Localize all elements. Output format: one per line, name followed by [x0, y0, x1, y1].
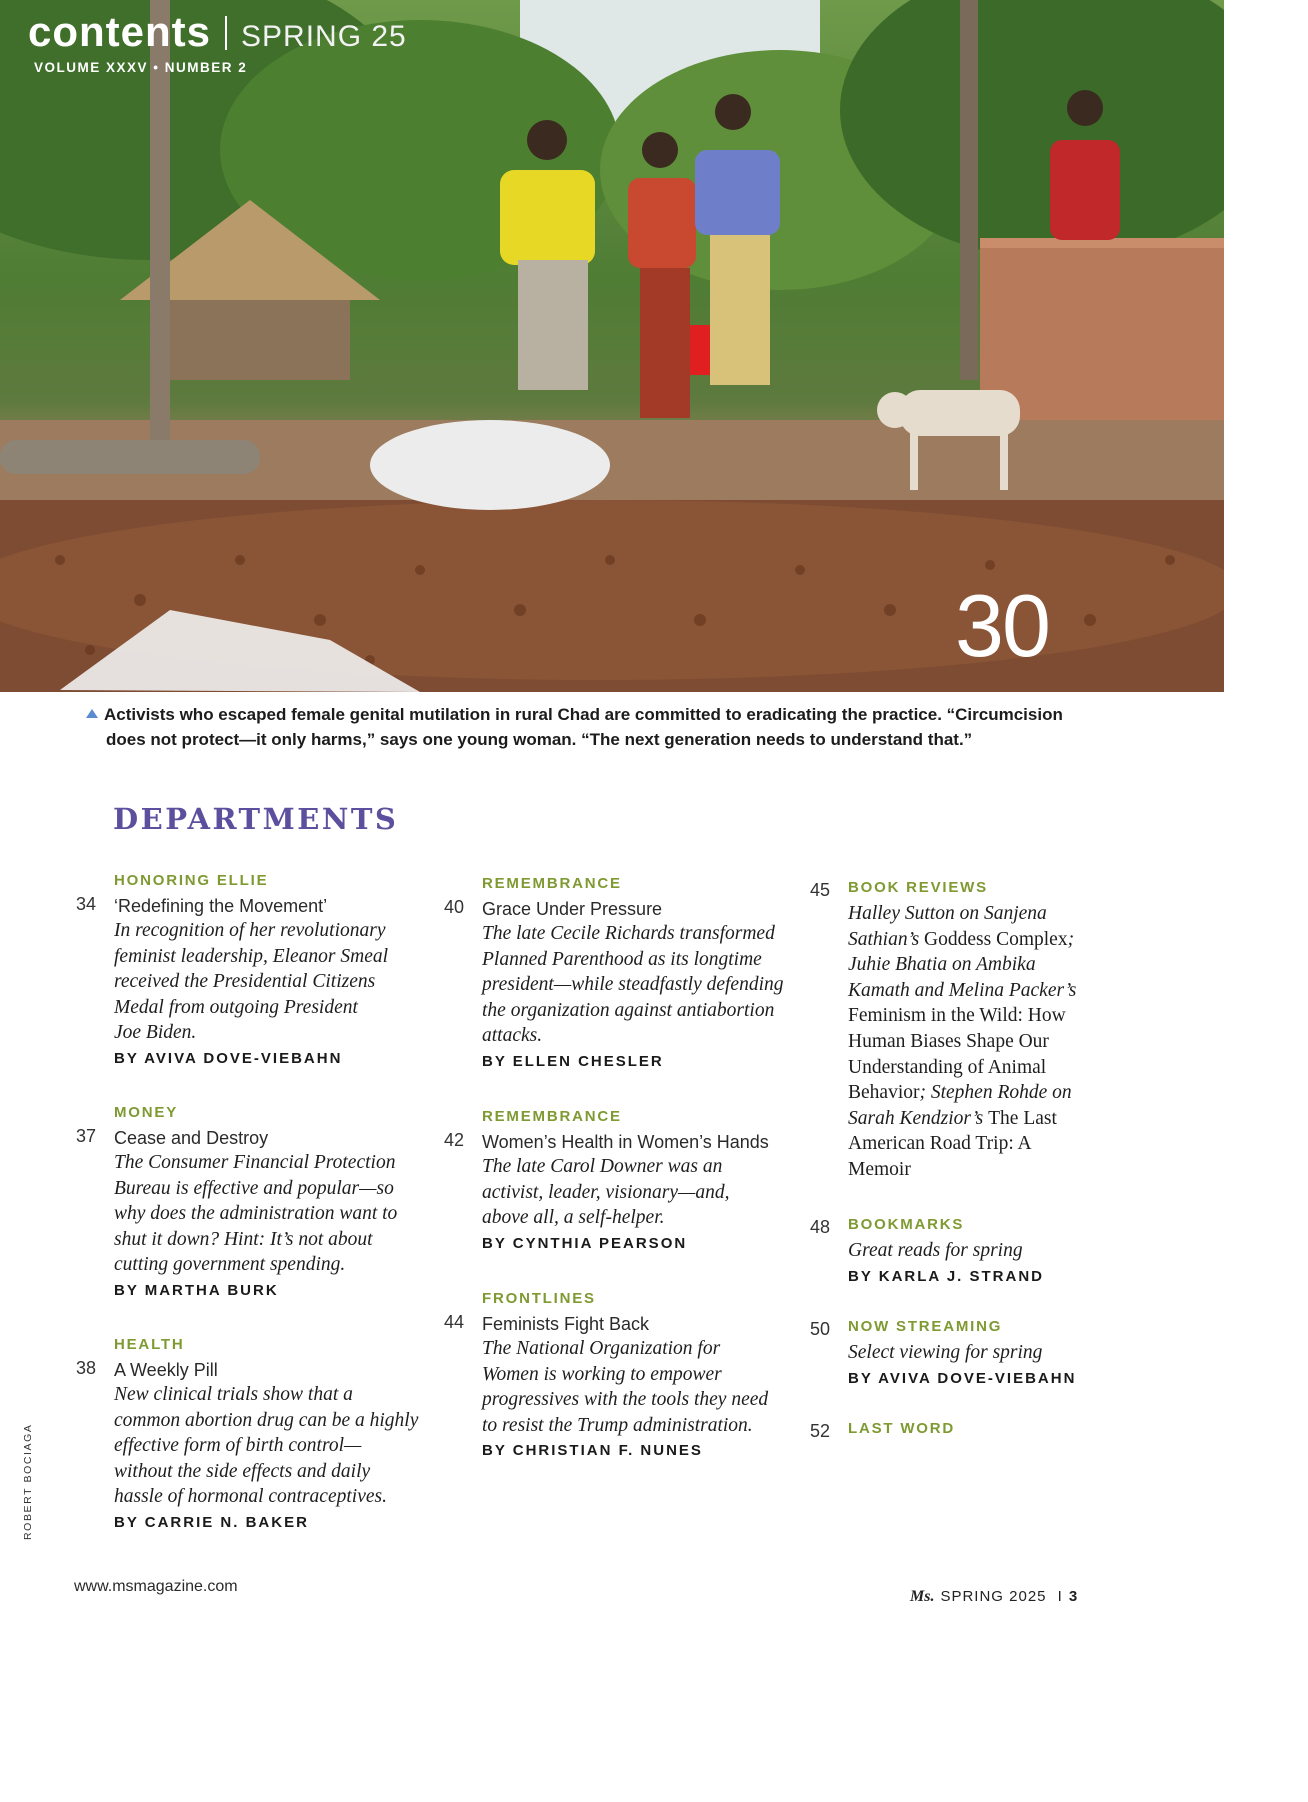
review-line: Feminism in the Wild: How	[848, 1005, 1066, 1027]
toc-entry-last-word[interactable]	[810, 1420, 1130, 1442]
photo-page-reference[interactable]: 30	[955, 576, 1049, 675]
page-number: 34	[76, 894, 97, 914]
byline: BY CYNTHIA PEARSON	[482, 1234, 688, 1252]
caption-triangle-icon	[86, 709, 98, 718]
toc-entry-book-reviews[interactable]	[810, 879, 1110, 1183]
category-label: REMEMBRANCE	[482, 1108, 622, 1125]
article-title: Feminists Fight Back	[482, 1314, 650, 1334]
byline: BY ELLEN CHESLER	[482, 1052, 664, 1070]
toc-entry-bookmarks[interactable]	[810, 1216, 1130, 1285]
book-review-list	[848, 901, 1110, 1183]
category-label: REMEMBRANCE	[482, 875, 622, 892]
page-number: 48	[810, 1217, 831, 1237]
website-link[interactable]: www.msmagazine.com	[74, 1578, 238, 1595]
page-number: 45	[810, 880, 831, 900]
article-description: The National Organization for Women is working to empower progressives with the tools they need to resist the Trump administration.	[482, 1338, 769, 1436]
article-title: ‘Redefining the Movement’	[114, 896, 328, 916]
category-label: HONORING ELLIE	[114, 872, 269, 889]
issue-label: SPRING 2025	[940, 1588, 1047, 1605]
review-line: Behavior; Stephen Rohde on	[848, 1082, 1072, 1104]
byline: BY AVIVA DOVE-VIEBAHN	[848, 1369, 1077, 1387]
article-title: A Weekly Pill	[114, 1360, 218, 1380]
photo-credit: ROBERT BOCIAGA	[22, 1423, 34, 1540]
byline: BY CHRISTIAN F. NUNES	[482, 1442, 703, 1460]
category-label: NOW STREAMING	[848, 1318, 1003, 1335]
folio	[910, 1588, 1078, 1606]
page-number: 52	[810, 1421, 831, 1441]
page-number: 44	[444, 1312, 465, 1332]
toc-entry-grace-under-pressure[interactable]	[444, 875, 804, 1070]
contents-title: contents	[28, 8, 212, 55]
toc-entry-health[interactable]	[76, 1336, 446, 1531]
header-divider	[225, 16, 227, 50]
article-description: The Consumer Financial Protection Bureau is effective and popular—so why does the administration want to shut it down? Hint: It’s not about cutting government spending.	[114, 1152, 398, 1276]
page-number: 40	[444, 897, 465, 917]
category-label: LAST WORD	[848, 1420, 956, 1437]
folio-separator: I	[1057, 1588, 1063, 1605]
article-description: In recognition of her revolutionary feminist leadership, Eleanor Smeal received the Presidential Citizens Medal from outgoing President Joe Biden.	[114, 920, 389, 1044]
toc-entry-frontlines[interactable]	[444, 1290, 804, 1459]
review-line: Human Biases Shape Our	[848, 1030, 1049, 1052]
review-line: Juhie Bhatia on Ambika	[848, 954, 1036, 976]
byline: BY KARLA J. STRAND	[848, 1267, 1045, 1285]
toc-entry-money[interactable]	[76, 1104, 436, 1299]
page-number: 50	[810, 1319, 831, 1339]
category-label: FRONTLINES	[482, 1290, 596, 1307]
page-number: 37	[76, 1126, 97, 1146]
article-description: Great reads for spring	[848, 1240, 1023, 1261]
volume-number: VOLUME XXXV • NUMBER 2	[34, 60, 248, 75]
issue-season: SPRING 25	[241, 20, 407, 53]
review-line: Understanding of Animal	[848, 1056, 1047, 1078]
review-line: Halley Sutton on Sanjena	[848, 903, 1047, 924]
caption-line-2: does not protect—it only harms,” says one young woman. “The next generation needs to understand that.”	[106, 730, 973, 749]
article-title: Cease and Destroy	[114, 1128, 269, 1148]
category-label: HEALTH	[114, 1336, 185, 1353]
review-line: American Road Trip: A	[848, 1133, 1032, 1155]
departments-heading: DEPARTMENTS	[113, 802, 399, 836]
review-line: Kamath and Melina Packer’s	[848, 979, 1077, 1001]
review-line: Memoir	[848, 1158, 911, 1180]
article-description: The late Carol Downer was an activist, leader, visionary—and, above all, a self-helper.	[482, 1156, 730, 1229]
review-line: Sarah Kendzior’s The Last	[848, 1107, 1057, 1129]
category-label: MONEY	[114, 1104, 179, 1121]
article-title: Grace Under Pressure	[482, 899, 663, 919]
byline: BY AVIVA DOVE-VIEBAHN	[114, 1049, 343, 1067]
byline: BY CARRIE N. BAKER	[114, 1513, 309, 1531]
photo-caption	[86, 702, 1096, 752]
ms-logo: Ms.	[910, 1588, 935, 1605]
toc-entry-womens-health[interactable]	[444, 1108, 804, 1252]
contents-header	[28, 8, 407, 56]
article-description: The late Cecile Richards transformed Planned Parenthood as its longtime president—while steadfastly defending the organization against antiabortion attacks.	[482, 923, 784, 1047]
byline: BY MARTHA BURK	[114, 1281, 279, 1299]
page-number: 38	[76, 1358, 97, 1378]
category-label: BOOK REVIEWS	[848, 879, 988, 896]
page-number: 42	[444, 1130, 465, 1150]
toc-entry-now-streaming[interactable]	[810, 1318, 1130, 1387]
caption-line-1: Activists who escaped female genital mutilation in rural Chad are committed to eradicating the practice. “Circumcision	[104, 705, 1063, 724]
article-description: Select viewing for spring	[848, 1342, 1043, 1363]
review-line: Sathian’s Goddess Complex;	[848, 928, 1075, 950]
article-description: New clinical trials show that a common abortion drug can be a highly effective form of birth control— without the side effects and daily hassle of hormonal contraceptives.	[114, 1384, 419, 1508]
hero-photo	[0, 0, 1224, 692]
article-title: Women’s Health in Women’s Hands	[482, 1132, 769, 1152]
category-label: BOOKMARKS	[848, 1216, 965, 1233]
toc-entry-honoring-ellie[interactable]	[76, 872, 436, 1067]
folio-page-number: 3	[1068, 1588, 1079, 1605]
